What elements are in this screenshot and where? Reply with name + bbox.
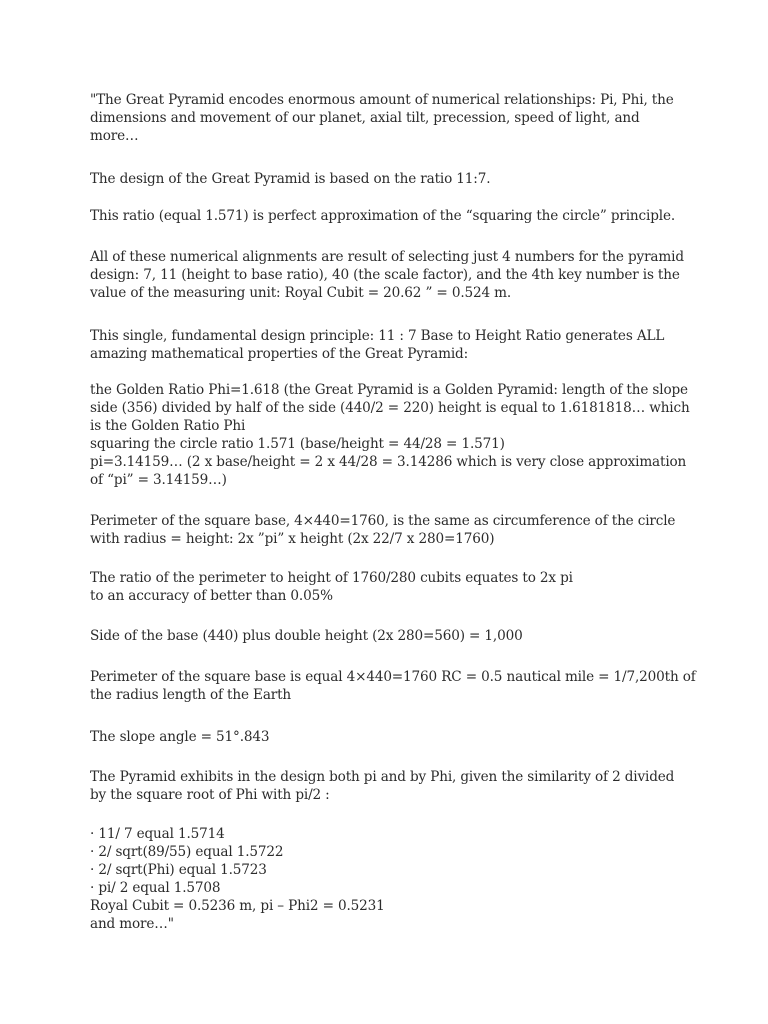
list-item: · 11/ 7 equal 1.5714 [90,826,225,842]
list-item: · 2/ sqrt(Phi) equal 1.5723 [90,862,267,878]
text-line: squaring the circle ratio 1.571 (base/height = 44/28 = 1.571) [90,436,505,452]
text-line: of “pi” = 3.14159…) [90,472,227,488]
paragraph-intro [90,91,674,145]
text-line: by the square root of Phi with pi/2 : [90,787,330,803]
paragraph-numerical-alignments [90,248,684,302]
paragraph-perimeter-circumference [90,512,675,548]
text-line: The ratio of the perimeter to height of 1760/280 cubits equates to 2x pi [90,570,573,586]
text-line: to an accuracy of better than 0.05% [90,588,333,604]
text-line: value of the measuring unit: Royal Cubit = 20.62 ” = 0.524 m. [90,285,512,301]
text-line: side (356) divided by half of the side (440/2 = 220) height is equal to 1.6181818… which [90,400,690,416]
text-line: is the Golden Ratio Phi [90,418,246,434]
text-line: Perimeter of the square base, 4×440=1760, is the same as circumference of the circle [90,513,676,529]
paragraph-design-principle [90,327,664,363]
text-line: more… [90,128,139,144]
text-line: This single, fundamental design principle: 11 : 7 Base to Height Ratio generates ALL [90,328,665,344]
paragraph-side-plus-height [90,627,523,645]
text-line: All of these numerical alignments are result of selecting just 4 numbers for the pyramid [90,249,684,265]
text-line: The design of the Great Pyramid is based on the ratio 11:7. [90,171,491,187]
text-line: the radius length of the Earth [90,687,292,703]
text-line: and more…" [90,916,174,932]
list-item: · pi/ 2 equal 1.5708 [90,880,221,896]
text-line: dimensions and movement of our planet, axial tilt, precession, speed of light, and [90,110,640,126]
text-line: Perimeter of the square base is equal 4×440=1760 RC = 0.5 nautical mile = 1/7,200th of [90,669,696,685]
text-line: amazing mathematical properties of the Great Pyramid: [90,346,469,362]
text-line: "The Great Pyramid encodes enormous amount of numerical relationships: Pi, Phi, the [90,92,674,108]
text-line: Side of the base (440) plus double height (2x 280=560) = 1,000 [90,628,523,644]
text-line: The Pyramid exhibits in the design both pi and by Phi, given the similarity of 2 divided [90,769,675,785]
text-line: The slope angle = 51°.843 [90,729,270,745]
text-line: Royal Cubit = 0.5236 m, pi – Phi2 = 0.5231 [90,898,385,914]
text-line: with radius = height: 2x ”pi” x height (2x 22/7 x 280=1760) [90,531,495,547]
paragraph-slope-angle [90,728,269,746]
text-line: pi=3.14159… (2 x base/height = 2 x 44/28 = 3.14286 which is very close approximation [90,454,687,470]
paragraph-golden-ratio [90,381,690,489]
text-line: This ratio (equal 1.571) is perfect approximation of the “squaring the circle” principle. [90,208,676,224]
list-item: · 2/ sqrt(89/55) equal 1.5722 [90,844,284,860]
paragraph-pi-phi-similarity [90,768,674,804]
paragraph-design-ratio [90,170,490,188]
paragraph-nautical-mile [90,668,696,704]
text-line: the Golden Ratio Phi=1.618 (the Great Pyramid is a Golden Pyramid: length of the slope [90,382,688,398]
paragraph-squaring-circle [90,207,675,225]
paragraph-perimeter-height-ratio [90,569,573,605]
text-line: design: 7, 11 (height to base ratio), 40 (the scale factor), and the 4th key number is the [90,267,680,283]
paragraph-value-list [90,825,385,933]
